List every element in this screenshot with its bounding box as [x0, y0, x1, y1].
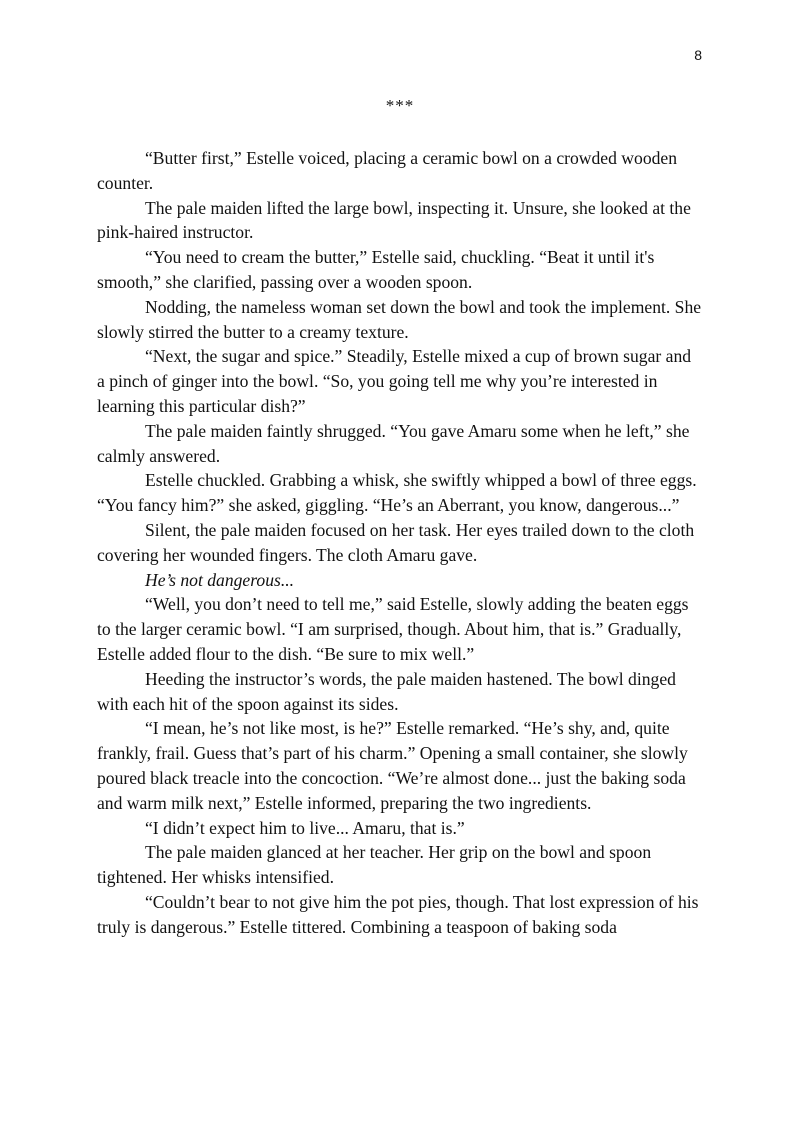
paragraph: “Well, you don’t need to tell me,” said Estelle, slowly adding the beaten eggs to the larger ceramic bowl. “I am surprised, though. About him, that is.” Gradually, Estelle added flour to the dish. “Be sure to mix well.”: [97, 594, 689, 664]
paragraph: “Butter first,” Estelle voiced, placing a ceramic bowl on a crowded wooden counter.: [97, 148, 678, 193]
paragraph: Estelle chuckled. Grabbing a whisk, she swiftly whipped a bowl of three eggs. “You fancy him?” she asked, giggling. “He’s an Aberrant, you know, dangerous...”: [97, 470, 697, 516]
paragraph: “You need to cream the butter,” Estelle said, chuckling. “Beat it until it's smooth,” she clarified, passing over a wooden spoon.: [97, 247, 655, 292]
paragraph: The pale maiden faintly shrugged. “You gave Amaru some when he left,” she calmly answered.: [97, 420, 690, 466]
page-number: 8: [694, 47, 702, 63]
paragraph: Silent, the pale maiden focused on her task. Her eyes trailed down to the cloth covering her wounded fingers. The cloth Amaru gave.: [97, 519, 695, 565]
italic-thought-paragraph: He’s not dangerous...: [145, 569, 295, 590]
scene-break: ***: [385, 96, 415, 115]
paragraph: “Next, the sugar and spice.” Steadily, Estelle mixed a cup of brown sugar and a pinch of ginger into the bowl. “So, you going tell me why you’re interested in learning this particular dish?”: [97, 346, 692, 416]
document-body: [97, 146, 703, 940]
paragraph: “Couldn’t bear to not give him the pot pies, though. That lost expression of his truly is dangerous.” Estelle tittered. Combining a teaspoon of baking soda: [97, 891, 699, 937]
paragraph: Heeding the instructor’s words, the pale maiden hastened. The bowl dinged with each hit of the spoon against its sides.: [97, 668, 676, 714]
paragraph: “I didn’t expect him to live... Amaru, that is.”: [145, 817, 465, 838]
paragraph: The pale maiden lifted the large bowl, inspecting it. Unsure, she looked at the pink-haired instructor.: [97, 197, 691, 243]
paragraph: The pale maiden glanced at her teacher. Her grip on the bowl and spoon tightened. Her whisks intensified.: [97, 842, 652, 888]
paragraph: “I mean, he’s not like most, is he?” Estelle remarked. “He’s shy, and, quite frankly, frail. Guess that’s part of his charm.” Opening a small container, she slowly poured black treacle into the concoction. “We’re almost done... just the baking soda and warm milk next,” Estelle informed, preparing the two ingredients.: [97, 718, 688, 813]
paragraph: Nodding, the nameless woman set down the bowl and took the implement. She slowly stirred the butter to a creamy texture.: [97, 296, 702, 342]
